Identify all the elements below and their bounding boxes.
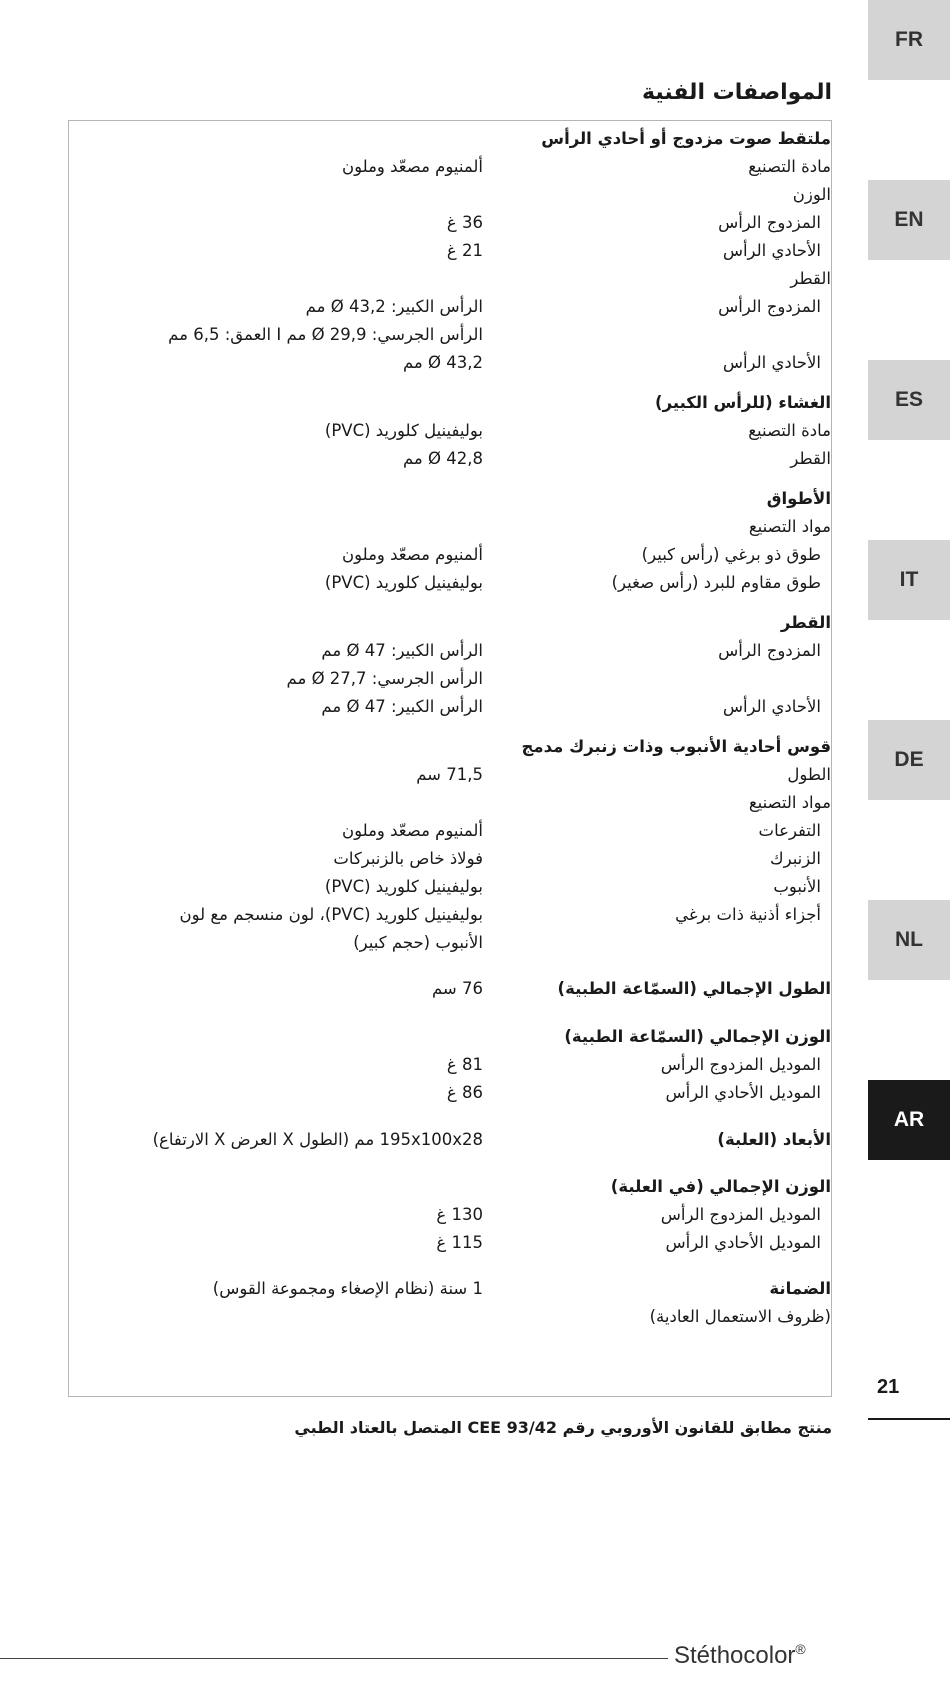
section-heading: الوزن الإجمالي (في العلبة) [610,1177,831,1196]
spec-row [69,1126,831,1154]
spec-label: القطر [790,269,831,288]
spec-label: الأحادي الرأس [722,241,821,260]
spec-row [69,1229,831,1257]
section-heading: القطر [780,613,831,632]
spec-row [69,153,831,181]
spec-label: طوق مقاوم للبرد (رأس صغير) [611,573,821,592]
spec-label: (ظروف الاستعمال العادية) [649,1307,831,1326]
spec-label: الطول [787,765,831,784]
spec-row [69,637,831,665]
lang-tab-de[interactable]: DE [868,720,950,800]
spec-row [69,293,831,321]
spec-value: 130 غ [436,1205,483,1224]
spec-row [69,321,831,349]
spec-label: الأنبوب [773,877,821,896]
spec-value: الرأس الكبير: Ø 43,2 مم [305,297,483,316]
spec-row [69,1023,831,1051]
lang-tab-ar[interactable]: AR [868,1080,950,1160]
spec-value: بوليفينيل كلوريد (PVC) [324,421,483,440]
spec-row [69,733,831,761]
section-heading: الأبعاد (العلبة) [717,1130,831,1149]
lang-tab-nl[interactable]: NL [868,900,950,980]
spec-row [69,569,831,597]
spec-row [69,389,831,417]
section-heading: الأطواق [766,489,831,508]
spec-label: المزدوج الرأس [718,641,821,660]
spec-value: Ø 43,2 مم [402,353,483,372]
spec-value: بوليفينيل كلوريد (PVC) [324,877,483,896]
section-heading: الطول الإجمالي (السمّاعة الطبية) [557,979,831,998]
spec-value: الأنبوب (حجم كبير) [353,933,483,952]
spec-value: 76 سم [431,979,483,998]
spec-row [69,1275,831,1303]
spec-row [69,485,831,513]
spec-label: الموديل الأحادي الرأس [665,1083,821,1102]
spec-value: 115 غ [436,1233,483,1252]
brand-name: Stéthocolor [674,1642,796,1669]
spec-label: الأحادي الرأس [722,353,821,372]
spec-label: مواد التصنيع [748,793,831,812]
spec-value: 71,5 سم [416,765,483,784]
spec-value: Ø 42,8 مم [402,449,483,468]
spec-value: بوليفينيل كلوريد (PVC) [324,573,483,592]
spec-label: الموديل الأحادي الرأس [665,1233,821,1252]
spec-value: ألمنيوم مصعّد وملون [341,545,483,564]
spec-label: الزنبرك [770,849,821,868]
spec-row [69,541,831,569]
spec-label: مادة التصنيع [748,421,831,440]
spec-label: مواد التصنيع [748,517,831,536]
spec-row [69,1303,831,1331]
spec-label: الموديل المزدوج الرأس [660,1205,821,1224]
spec-label: التفرعات [758,821,821,840]
spec-row [69,181,831,209]
spec-value: فولاذ خاص بالزنبركات [333,849,483,868]
lang-tab-en[interactable]: EN [868,180,950,260]
spec-value: الرأس الجرسي: Ø 29,9 مم I العمق: 6,5 مم [168,325,483,344]
spec-row [69,789,831,817]
footer-divider [0,1658,668,1659]
spec-value: الرأس الجرسي: Ø 27,7 مم [286,669,483,688]
section-heading: الضمانة [769,1279,831,1298]
registered-mark: ® [795,1641,806,1657]
spec-value: الرأس الكبير: Ø 47 مم [321,641,483,660]
spec-label: الموديل المزدوج الرأس [660,1055,821,1074]
spec-row [69,693,831,721]
spec-value: 81 غ [446,1055,483,1074]
spec-value: 86 غ [446,1083,483,1102]
spec-value: 195x100x28 مم (الطول X العرض X الارتفاع) [152,1130,483,1149]
spec-value: 36 غ [446,213,483,232]
section-heading: ملتقط صوت مزدوج أو أحادي الرأس [541,129,831,148]
spec-row [69,817,831,845]
section-heading: الوزن الإجمالي (السمّاعة الطبية) [564,1027,831,1046]
spec-label: مادة التصنيع [748,157,831,176]
spec-row [69,349,831,377]
spec-row [69,125,831,153]
spec-row [69,1201,831,1229]
spec-label: طوق ذو برغي (رأس كبير) [641,545,821,564]
spec-label: القطر [790,449,831,468]
spec-label: المزدوج الرأس [718,213,821,232]
spec-row [69,665,831,693]
lang-tab-fr[interactable]: FR [868,0,950,80]
spec-value: الرأس الكبير: Ø 47 مم [321,697,483,716]
page-divider [868,1418,950,1420]
spec-row [69,975,831,1003]
spec-row [69,265,831,293]
lang-tab-it[interactable]: IT [868,540,950,620]
section-heading: الغشاء (للرأس الكبير) [655,393,831,412]
spec-row [69,445,831,473]
spec-label: أجزاء أذنية ذات برغي [675,905,821,924]
spec-row [69,761,831,789]
section-heading: قوس أحادية الأنبوب وذات زنبرك مدمج [521,737,831,756]
spec-row [69,237,831,265]
lang-tab-es[interactable]: ES [868,360,950,440]
spec-value: ألمنيوم مصعّد وملون [341,157,483,176]
page-number: 21 [877,1376,900,1398]
spec-row [69,1173,831,1201]
spec-row [69,209,831,237]
spec-label: الأحادي الرأس [722,697,821,716]
spec-label: المزدوج الرأس [718,297,821,316]
spec-row [69,609,831,637]
spec-row [69,513,831,541]
spec-value: ألمنيوم مصعّد وملون [341,821,483,840]
spec-value: 21 غ [446,241,483,260]
page-title: المواصفات الفنية [642,80,832,105]
spec-table [68,120,832,1397]
compliance-note: منتج مطابق للقانون الأوروبي رقم CEE 93/42 المتصل بالعتاد الطبي [294,1418,832,1437]
spec-value: 1 سنة (نظام الإصغاء ومجموعة القوس) [212,1279,483,1298]
spec-row [69,873,831,901]
spec-row [69,1079,831,1107]
spec-row [69,1051,831,1079]
spec-row [69,901,831,929]
spec-value: بوليفينيل كلوريد (PVC)، لون منسجم مع لون [179,905,483,924]
spec-row [69,929,831,957]
spec-row [69,417,831,445]
brand-logo [674,1641,806,1670]
spec-label: الوزن [792,185,831,204]
spec-row [69,845,831,873]
